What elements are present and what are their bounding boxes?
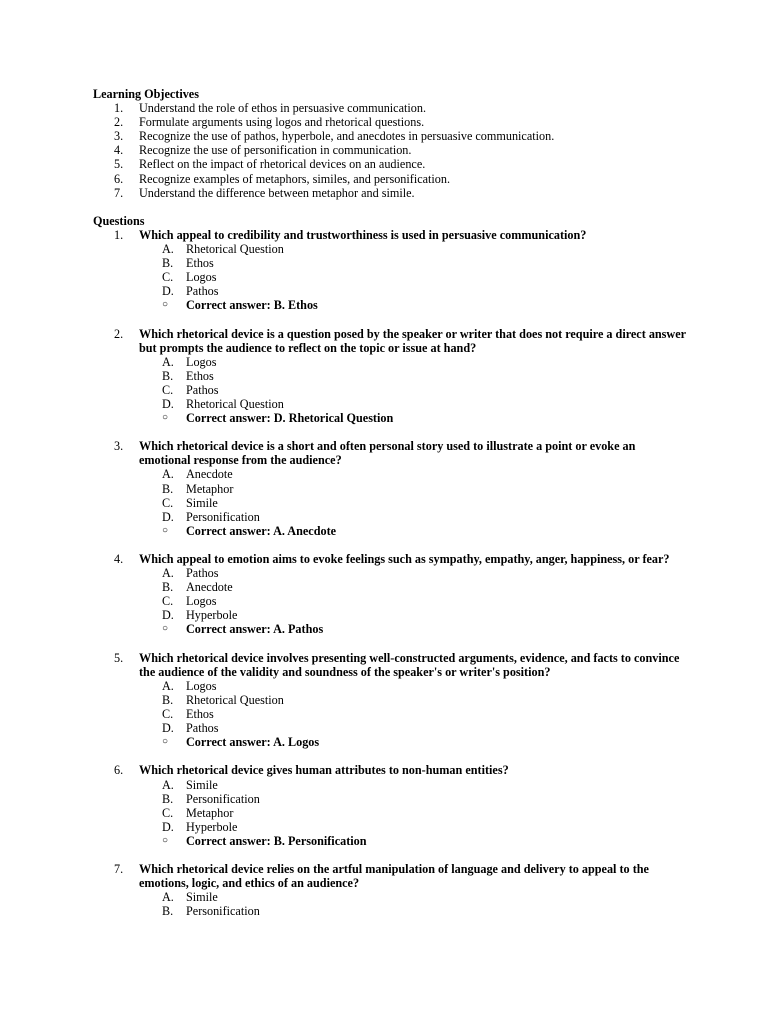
objective-number: 4. — [114, 143, 124, 158]
option-item — [93, 355, 693, 369]
option-text: Anecdote — [186, 467, 233, 482]
option-text: Simile — [186, 890, 218, 905]
option-letter: C. — [162, 270, 174, 285]
option-item — [93, 820, 693, 834]
circle-bullet-icon: ○ — [162, 834, 169, 846]
option-text: Simile — [186, 777, 218, 792]
option-text: Logos — [186, 354, 217, 369]
question-number: 5. — [114, 650, 124, 665]
option-text: Pathos — [186, 721, 219, 736]
question-text: Which appeal to emotion aims to evoke feelings such as sympathy, empathy, anger, happiness, or fear? — [139, 552, 670, 566]
spacer — [93, 637, 693, 651]
option-item — [93, 256, 693, 270]
objective-text: Reflect on the impact of rhetorical devices on an audience. — [139, 157, 426, 172]
option-text: Rhetorical Question — [186, 396, 284, 411]
answer-item — [93, 622, 693, 636]
option-letter: B. — [162, 791, 174, 806]
options-list — [93, 679, 693, 749]
objective-text: Understand the difference between metaphor and simile. — [139, 185, 415, 200]
question-block — [93, 439, 693, 538]
question-number: 3. — [114, 439, 124, 454]
option-text: Personification — [186, 791, 260, 806]
question-text: Which rhetorical device is a short and often personal story used to illustrate a point or evoke an emotional response from the audience? — [139, 439, 636, 468]
option-item — [93, 369, 693, 383]
option-text: Ethos — [186, 707, 214, 722]
option-letter: D. — [162, 819, 174, 834]
answer-item — [93, 411, 693, 425]
question-text: Which rhetorical device involves presenting well-constructed arguments, evidence, and facts to convince the audience of the validity and soundness of the speaker's or writer's position? — [139, 650, 680, 679]
question-text: Which rhetorical device gives human attributes to non-human entities? — [139, 763, 509, 778]
options-list — [93, 566, 693, 636]
option-letter: B. — [162, 256, 174, 271]
spacer — [93, 538, 693, 552]
option-item — [93, 242, 693, 256]
objective-number: 3. — [114, 129, 124, 144]
circle-bullet-icon: ○ — [162, 299, 169, 311]
correct-answer: Correct answer: A. Anecdote — [186, 523, 337, 538]
correct-answer: Correct answer: A. Pathos — [186, 622, 324, 637]
objective-item — [93, 186, 693, 200]
option-letter: D. — [162, 396, 174, 411]
option-item — [93, 482, 693, 496]
question-number: 6. — [114, 763, 124, 778]
option-letter: B. — [162, 481, 174, 496]
objective-number: 2. — [114, 115, 124, 130]
option-text: Metaphor — [186, 481, 234, 496]
spacer — [93, 312, 693, 326]
question-text: Which rhetorical device is a question posed by the speaker or writer that does not require a direct answer but prompts the audience to reflect on the topic or issue at hand? — [139, 326, 686, 355]
option-letter: B. — [162, 368, 174, 383]
questions-heading: Questions — [93, 213, 145, 228]
option-text: Simile — [186, 495, 218, 510]
question-text: Which rhetorical device relies on the artful manipulation of language and delivery to appeal to the emotions, logic, and ethics of an audience? — [139, 862, 649, 891]
correct-answer: Correct answer: A. Logos — [186, 735, 320, 750]
option-letter: B. — [162, 580, 174, 595]
option-text: Anecdote — [186, 580, 233, 595]
correct-answer: Correct answer: B. Personification — [186, 833, 367, 848]
option-item — [93, 707, 693, 721]
option-letter: C. — [162, 594, 174, 609]
answer-item — [93, 735, 693, 749]
option-letter: A. — [162, 467, 174, 482]
circle-bullet-icon: ○ — [162, 524, 169, 536]
objectives-list — [93, 101, 693, 200]
option-letter: A. — [162, 566, 174, 581]
option-text: Ethos — [186, 368, 214, 383]
option-letter: B. — [162, 692, 174, 707]
option-text: Rhetorical Question — [186, 241, 284, 256]
option-item — [93, 284, 693, 298]
correct-answer: Correct answer: B. Ethos — [186, 298, 318, 313]
objective-item — [93, 129, 693, 143]
option-letter: C. — [162, 495, 174, 510]
option-letter: C. — [162, 707, 174, 722]
options-list — [93, 778, 693, 848]
options-list — [93, 890, 693, 918]
option-letter: D. — [162, 608, 174, 623]
objectives-heading: Learning Objectives — [93, 87, 199, 101]
objective-text: Recognize the use of personification in communication. — [139, 143, 412, 158]
question-text: Which appeal to credibility and trustworthiness is used in persuasive communication? — [139, 227, 587, 242]
question-number: 2. — [114, 326, 124, 341]
option-item — [93, 594, 693, 608]
option-item — [93, 890, 693, 904]
correct-answer: Correct answer: D. Rhetorical Question — [186, 411, 394, 426]
question-number: 1. — [114, 227, 124, 242]
option-text: Logos — [186, 270, 217, 285]
option-item — [93, 397, 693, 411]
option-text: Pathos — [186, 382, 219, 397]
option-item — [93, 721, 693, 735]
option-letter: A. — [162, 890, 174, 905]
objective-item — [93, 157, 693, 171]
objective-number: 7. — [114, 185, 124, 200]
option-item — [93, 608, 693, 622]
spacer — [93, 749, 693, 763]
answer-item — [93, 298, 693, 312]
circle-bullet-icon: ○ — [162, 736, 169, 748]
option-item — [93, 792, 693, 806]
question-block — [93, 862, 693, 918]
spacer — [93, 200, 693, 214]
option-letter: D. — [162, 721, 174, 736]
option-letter: C. — [162, 805, 174, 820]
document-page — [93, 87, 693, 918]
answer-item — [93, 524, 693, 538]
option-text: Hyperbole — [186, 819, 238, 834]
option-text: Logos — [186, 678, 217, 693]
objective-item — [93, 101, 693, 115]
option-item — [93, 679, 693, 693]
spacer — [93, 425, 693, 439]
answer-item — [93, 834, 693, 848]
option-text: Rhetorical Question — [186, 692, 284, 707]
option-letter: C. — [162, 382, 174, 397]
objective-number: 1. — [114, 101, 124, 116]
option-text: Logos — [186, 594, 217, 609]
options-list — [93, 467, 693, 537]
option-letter: A. — [162, 354, 174, 369]
option-letter: B. — [162, 904, 174, 919]
option-item — [93, 496, 693, 510]
option-item — [93, 467, 693, 481]
question-block — [93, 228, 693, 313]
option-text: Personification — [186, 509, 260, 524]
option-item — [93, 566, 693, 580]
question-block — [93, 552, 693, 637]
option-text: Personification — [186, 904, 260, 919]
option-item — [93, 270, 693, 284]
objective-number: 5. — [114, 157, 124, 172]
circle-bullet-icon: ○ — [162, 412, 169, 424]
objective-text: Understand the role of ethos in persuasive communication. — [139, 101, 427, 116]
circle-bullet-icon: ○ — [162, 623, 169, 635]
option-item — [93, 580, 693, 594]
option-text: Hyperbole — [186, 608, 238, 623]
objective-item — [93, 115, 693, 129]
option-letter: A. — [162, 678, 174, 693]
option-item — [93, 778, 693, 792]
options-list — [93, 242, 693, 312]
objective-item — [93, 172, 693, 186]
option-item — [93, 383, 693, 397]
option-text: Pathos — [186, 566, 219, 581]
option-letter: A. — [162, 777, 174, 792]
question-block — [93, 327, 693, 426]
option-letter: A. — [162, 241, 174, 256]
question-number: 4. — [114, 552, 124, 566]
option-item — [93, 693, 693, 707]
objective-text: Recognize the use of pathos, hyperbole, and anecdotes in persuasive communication. — [139, 129, 555, 144]
spacer — [93, 848, 693, 862]
option-letter: D. — [162, 284, 174, 299]
objective-number: 6. — [114, 171, 124, 186]
question-block — [93, 651, 693, 750]
question-block — [93, 763, 693, 848]
option-item — [93, 806, 693, 820]
option-item — [93, 904, 693, 918]
objective-text: Formulate arguments using logos and rhetorical questions. — [139, 115, 425, 130]
options-list — [93, 355, 693, 425]
objective-text: Recognize examples of metaphors, similes, and personification. — [139, 171, 451, 186]
option-text: Pathos — [186, 284, 219, 299]
option-text: Metaphor — [186, 805, 234, 820]
option-letter: D. — [162, 509, 174, 524]
option-item — [93, 510, 693, 524]
option-text: Ethos — [186, 256, 214, 271]
question-number: 7. — [114, 862, 124, 877]
objective-item — [93, 143, 693, 157]
